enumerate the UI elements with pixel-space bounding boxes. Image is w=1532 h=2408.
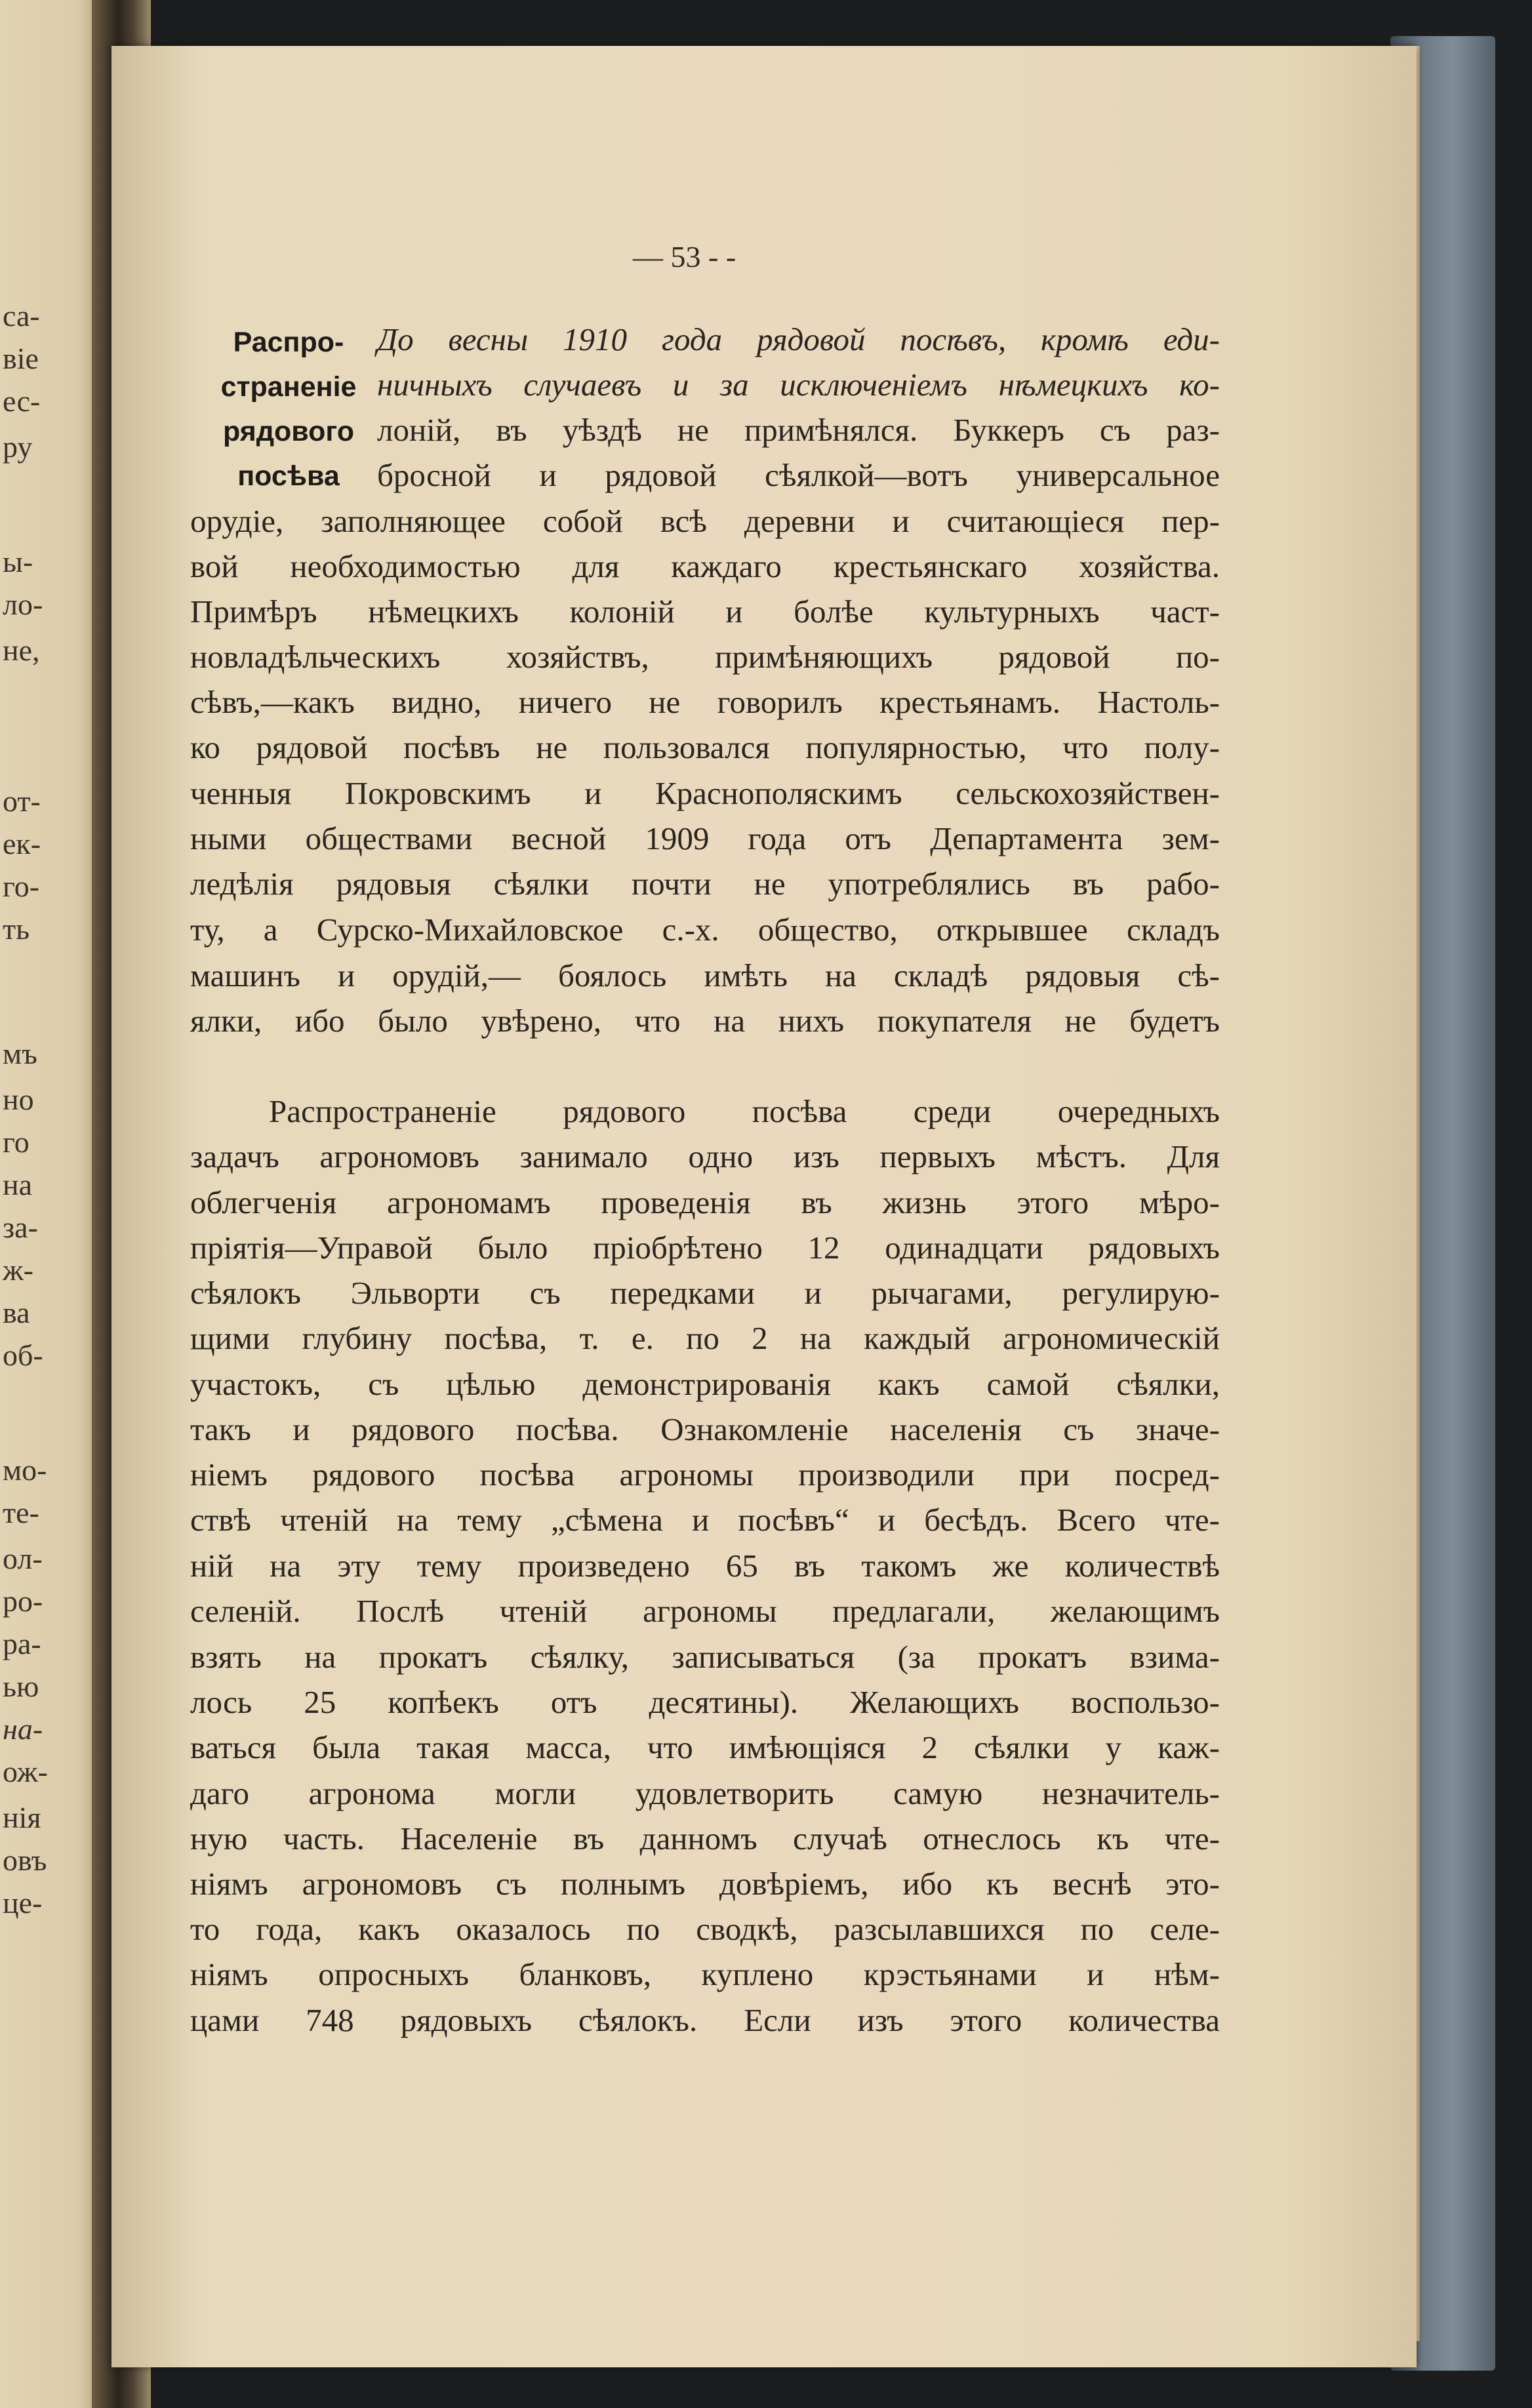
left-page-fragment: нія (3, 1801, 41, 1834)
left-page-fragment: об- (3, 1338, 43, 1372)
left-page-fragment: ес- (3, 384, 41, 418)
text-line: машинъ и орудій,— боялось имѣть на складѣ рядовыя сѣ- (190, 957, 1220, 993)
text-line: ченныя Покровскимъ и Краснополяскимъ сельскохозяйствен- (190, 775, 1220, 811)
text-line: лось 25 копѣекъ отъ десятины). Желающихъ воспользо- (190, 1684, 1220, 1720)
text-line: задачъ агрономовъ занимало одно изъ первыхъ мѣстъ. Для (190, 1138, 1220, 1174)
left-page-fragment: го- (3, 870, 40, 903)
text-line: лоній, въ уѣздѣ не примѣнялся. Буккеръ съ раз- (377, 412, 1220, 448)
text-line: щими глубину посѣва, т. е. по 2 на каждый агрономическій (190, 1320, 1220, 1356)
left-page-fragment: но (3, 1083, 34, 1116)
text-line: ствѣ чтеній на тему „сѣмена и посѣвъ“ и бесѣдъ. Всего чте- (190, 1502, 1220, 1538)
text-line: ваться была такая масса, что имѣющіяся 2 сѣялки у каж- (190, 1729, 1220, 1765)
margin-note-line: посѣва (237, 460, 340, 492)
left-page-fragment: ы- (3, 545, 33, 578)
text-line: облегченія агрономамъ проведенія въ жизнь этого мѣро- (190, 1184, 1220, 1220)
left-page-fragment: за- (3, 1211, 38, 1244)
left-page-fragment: ть (3, 912, 30, 946)
left-page-fragment: ро- (3, 1584, 43, 1618)
left-page-fragment: мъ (3, 1037, 37, 1070)
margin-note-line: страненіе (220, 371, 357, 403)
text-line: пріятія—Управой было пріобрѣтено 12 одинадцати рядовыхъ (190, 1230, 1220, 1266)
text-line: взять на прокатъ сѣялку, записываться (за прокатъ взима- (190, 1639, 1220, 1675)
left-page-fragment: овъ (3, 1843, 47, 1877)
left-page-fragment: ва (3, 1296, 30, 1329)
text-line: селеній. Послѣ чтеній агрономы предлагали, желающимъ (190, 1593, 1220, 1629)
left-page-fragment: те- (3, 1496, 39, 1529)
text-line: участокъ, съ цѣлью демонстрированія какъ самой сѣялки, (190, 1366, 1220, 1402)
text-line: ніемъ рядового посѣва агрономы производили при посред- (190, 1456, 1220, 1493)
text-line: орудіе, заполняющее собой всѣ деревни и считающіеся пер- (190, 503, 1220, 539)
margin-note-line: Распро- (233, 327, 344, 358)
text-line: ній на эту тему произведено 65 въ такомъ же количествѣ (190, 1548, 1220, 1584)
text-line: такъ и рядового посѣва. Ознакомленіе населенія съ значе- (190, 1411, 1220, 1447)
text-line: ными обществами весной 1909 года отъ Департамента зем- (190, 820, 1220, 856)
text-line: Распространеніе рядового посѣва среди очередныхъ (269, 1093, 1220, 1129)
text-line: ничныхъ случаевъ и за исключеніемъ нѣмецкихъ ко- (377, 367, 1220, 403)
text-line: новладѣльческихъ хозяйствъ, примѣняющихъ рядовой по- (190, 639, 1220, 675)
left-page-fragment: ек- (3, 827, 41, 860)
text-line: бросной и рядовой сѣялкой—вотъ универсальное (377, 457, 1220, 493)
text-line: сѣвъ,—какъ видно, ничего не говорилъ крестьянамъ. Настоль- (190, 684, 1220, 720)
left-page-fragment: ж- (3, 1253, 34, 1287)
left-page-fragment: мо- (3, 1453, 47, 1487)
text-line: даго агронома могли удовлетворить самую незначитель- (190, 1775, 1220, 1811)
text-line: ялки, ибо было увѣрено, что на нихъ покупателя не будетъ (190, 1003, 1220, 1039)
left-page-fragment: ож- (3, 1755, 48, 1788)
text-line: цами 748 рядовыхъ сѣялокъ. Если изъ этого количества (190, 2002, 1220, 2038)
left-page-fragment: ло- (3, 588, 43, 621)
left-page-fragment: не, (3, 633, 40, 667)
left-page-fragment: ру (3, 430, 33, 464)
page-number: — 53 - - (633, 240, 736, 273)
left-page-fragment: са- (3, 299, 40, 332)
left-page-fragment: на- (3, 1712, 43, 1746)
text-line: ледѣлія рядовыя сѣялки почти не употреблялись въ рабо- (190, 866, 1220, 902)
text-line: ную часть. Населеніе въ данномъ случаѣ отнеслось къ чте- (190, 1820, 1220, 1856)
left-page-fragment: ол- (3, 1542, 43, 1575)
left-page-fragment: от- (3, 784, 41, 818)
text-line: Примѣръ нѣмецкихъ колоній и болѣе культурныхъ част- (190, 593, 1220, 630)
left-page-fragment: го (3, 1125, 30, 1159)
left-page-fragment: це- (3, 1886, 43, 1919)
text-line: ніямъ агрономовъ съ полнымъ довѣріемъ, ибо къ веснѣ это- (190, 1866, 1220, 1902)
margin-note-line: рядового (222, 416, 355, 447)
left-page-fragment: віе (3, 342, 39, 375)
left-page-fragment: на (3, 1168, 33, 1201)
text-line: До весны 1910 года рядовой посѣвъ, кромѣ еди- (377, 321, 1220, 357)
text-line: ко рядовой посѣвъ не пользовался популярностью, что полу- (190, 729, 1220, 765)
left-page-fragment: ра- (3, 1627, 41, 1660)
text-line: то года, какъ оказалось по сводкѣ, разсылавшихся по селе- (190, 1911, 1220, 1947)
text-line: сѣялокъ Эльворти съ передками и рычагами, регулирую- (190, 1275, 1220, 1311)
left-page-fragment: ью (3, 1670, 39, 1703)
text-line: ніямъ опросныхъ бланковъ, куплено крэстьянами и нѣм- (190, 1956, 1220, 1992)
text-line: вой необходимостью для каждаго крестьянскаго хозяйства. (190, 548, 1220, 584)
text-line: ту, а Сурско-Михайловское с.-х. общество, открывшее складъ (190, 912, 1220, 948)
